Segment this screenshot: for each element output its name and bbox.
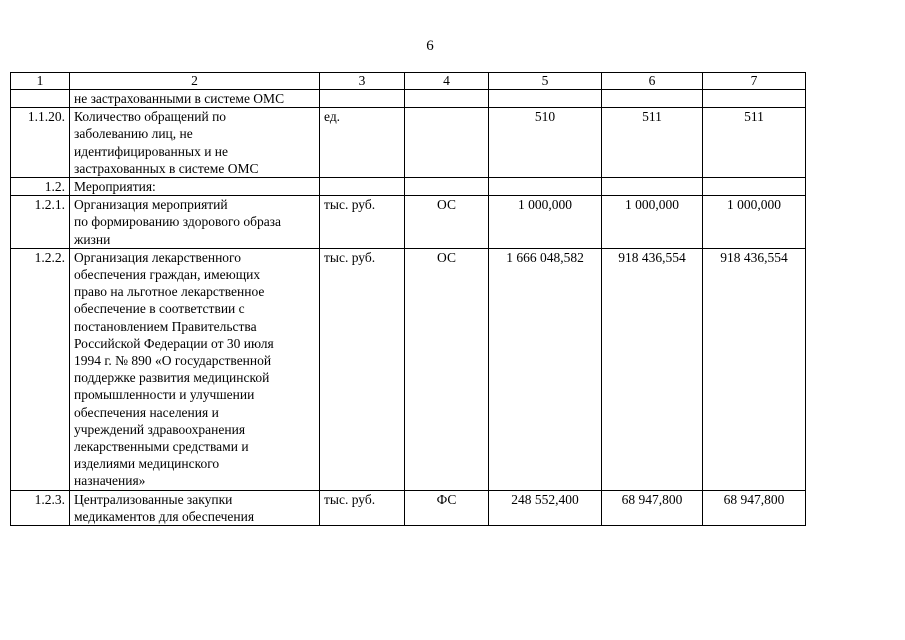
header-cell-1: 1: [11, 73, 70, 90]
row-name-line: заболеванию лиц, не: [74, 126, 193, 142]
row-source-cell: ФС: [405, 490, 489, 525]
header-cell-3: 3: [320, 73, 405, 90]
row-value-col5-cell: 248 552,400: [489, 490, 602, 525]
header-cell-4: 4: [405, 73, 489, 90]
row-name-line: лекарственными средствами и: [74, 439, 249, 455]
header-cell-6: 6: [602, 73, 703, 90]
row-unit-cell: ед.: [320, 108, 405, 178]
row-value-col7-cell: 918 436,554: [703, 248, 806, 490]
row-name-cell: [70, 248, 320, 490]
row-value-col5-cell: [489, 178, 602, 196]
row-source-cell: ОС: [405, 196, 489, 249]
row-name-line: обеспечения граждан, имеющих: [74, 267, 261, 283]
row-value-col5-cell: [489, 90, 602, 108]
row-value-col6-cell: [602, 178, 703, 196]
row-name-line: постановлением Правительства: [74, 318, 257, 334]
row-name-line: изделиями медицинского: [74, 456, 220, 472]
row-value-col7-cell: 511: [703, 108, 806, 178]
row-unit-cell: тыс. руб.: [320, 196, 405, 249]
row-name-line: Мероприятия:: [74, 179, 156, 195]
row-source-cell: [405, 108, 489, 178]
row-name-cell: [70, 90, 320, 108]
row-source-cell: ОС: [405, 248, 489, 490]
row-name-cell: [70, 196, 320, 249]
page-number: 6: [426, 38, 434, 54]
row-unit-cell: тыс. руб.: [320, 248, 405, 490]
row-source-cell: [405, 90, 489, 108]
row-name-cell: [70, 490, 320, 525]
row-value-col6-cell: 1 000,000: [602, 196, 703, 249]
row-name-line: медикаментов для обеспечения: [74, 508, 255, 524]
row-value-col6-cell: 511: [602, 108, 703, 178]
row-name-line: застрахованных в системе ОМС: [74, 160, 259, 176]
row-number-cell: 1.2.3.: [11, 490, 70, 525]
row-name-line: жизни: [74, 231, 111, 247]
row-value-col7-cell: 68 947,800: [703, 490, 806, 525]
table-row: [11, 196, 806, 249]
table-row: [11, 108, 806, 178]
row-name-cell: [70, 178, 320, 196]
row-number-cell: 1.2.: [11, 178, 70, 196]
table-row: [11, 178, 806, 196]
row-number-cell: 1.2.1.: [11, 196, 70, 249]
row-number-cell: 1.1.20.: [11, 108, 70, 178]
table-row: [11, 248, 806, 490]
header-cell-7: 7: [703, 73, 806, 90]
row-name-cell: [70, 108, 320, 178]
header-cell-5: 5: [489, 73, 602, 90]
row-value-col7-cell: 1 000,000: [703, 196, 806, 249]
table-header-row: [11, 73, 806, 90]
table-row: [11, 490, 806, 525]
row-name-line: назначения»: [74, 473, 146, 489]
row-value-col7-cell: [703, 90, 806, 108]
row-number-cell: 1.2.2.: [11, 248, 70, 490]
row-unit-cell: тыс. руб.: [320, 490, 405, 525]
row-name-line: 1994 г. № 890 «О государственной: [74, 353, 272, 369]
row-value-col5-cell: 510: [489, 108, 602, 178]
row-name-line: учреждений здравоохранения: [74, 421, 246, 437]
row-name-line: право на льготное лекарственное: [74, 284, 265, 300]
row-unit-cell: [320, 178, 405, 196]
row-value-col6-cell: 68 947,800: [602, 490, 703, 525]
row-source-cell: [405, 178, 489, 196]
row-name-line: обеспечение в соответствии с: [74, 301, 245, 317]
row-name-line: обеспечения населения и: [74, 404, 219, 420]
header-cell-2: 2: [70, 73, 320, 90]
row-name-line: Организация мероприятий: [74, 197, 228, 213]
row-name-line: Организация лекарственного: [74, 249, 241, 265]
row-unit-cell: [320, 90, 405, 108]
row-value-col7-cell: [703, 178, 806, 196]
row-number-cell: [11, 90, 70, 108]
row-name-line: Количество обращений по: [74, 109, 227, 125]
row-name-line: идентифицированных и не: [74, 143, 229, 159]
row-value-col5-cell: 1 000,000: [489, 196, 602, 249]
row-name-line: Централизованные закупки: [74, 491, 233, 507]
row-name-line: поддержке развития медицинской: [74, 370, 270, 386]
table-row: [11, 90, 806, 108]
row-value-col6-cell: [602, 90, 703, 108]
row-name-line: Российской Федерации от 30 июля: [74, 335, 274, 351]
program-indicators-table: [10, 72, 806, 526]
row-name-line: не застрахованными в системе ОМС: [74, 91, 285, 106]
row-name-line: по формированию здорового образа: [74, 214, 282, 230]
row-value-col5-cell: 1 666 048,582: [489, 248, 602, 490]
row-value-col6-cell: 918 436,554: [602, 248, 703, 490]
row-name-line: промышленности и улучшении: [74, 387, 255, 403]
